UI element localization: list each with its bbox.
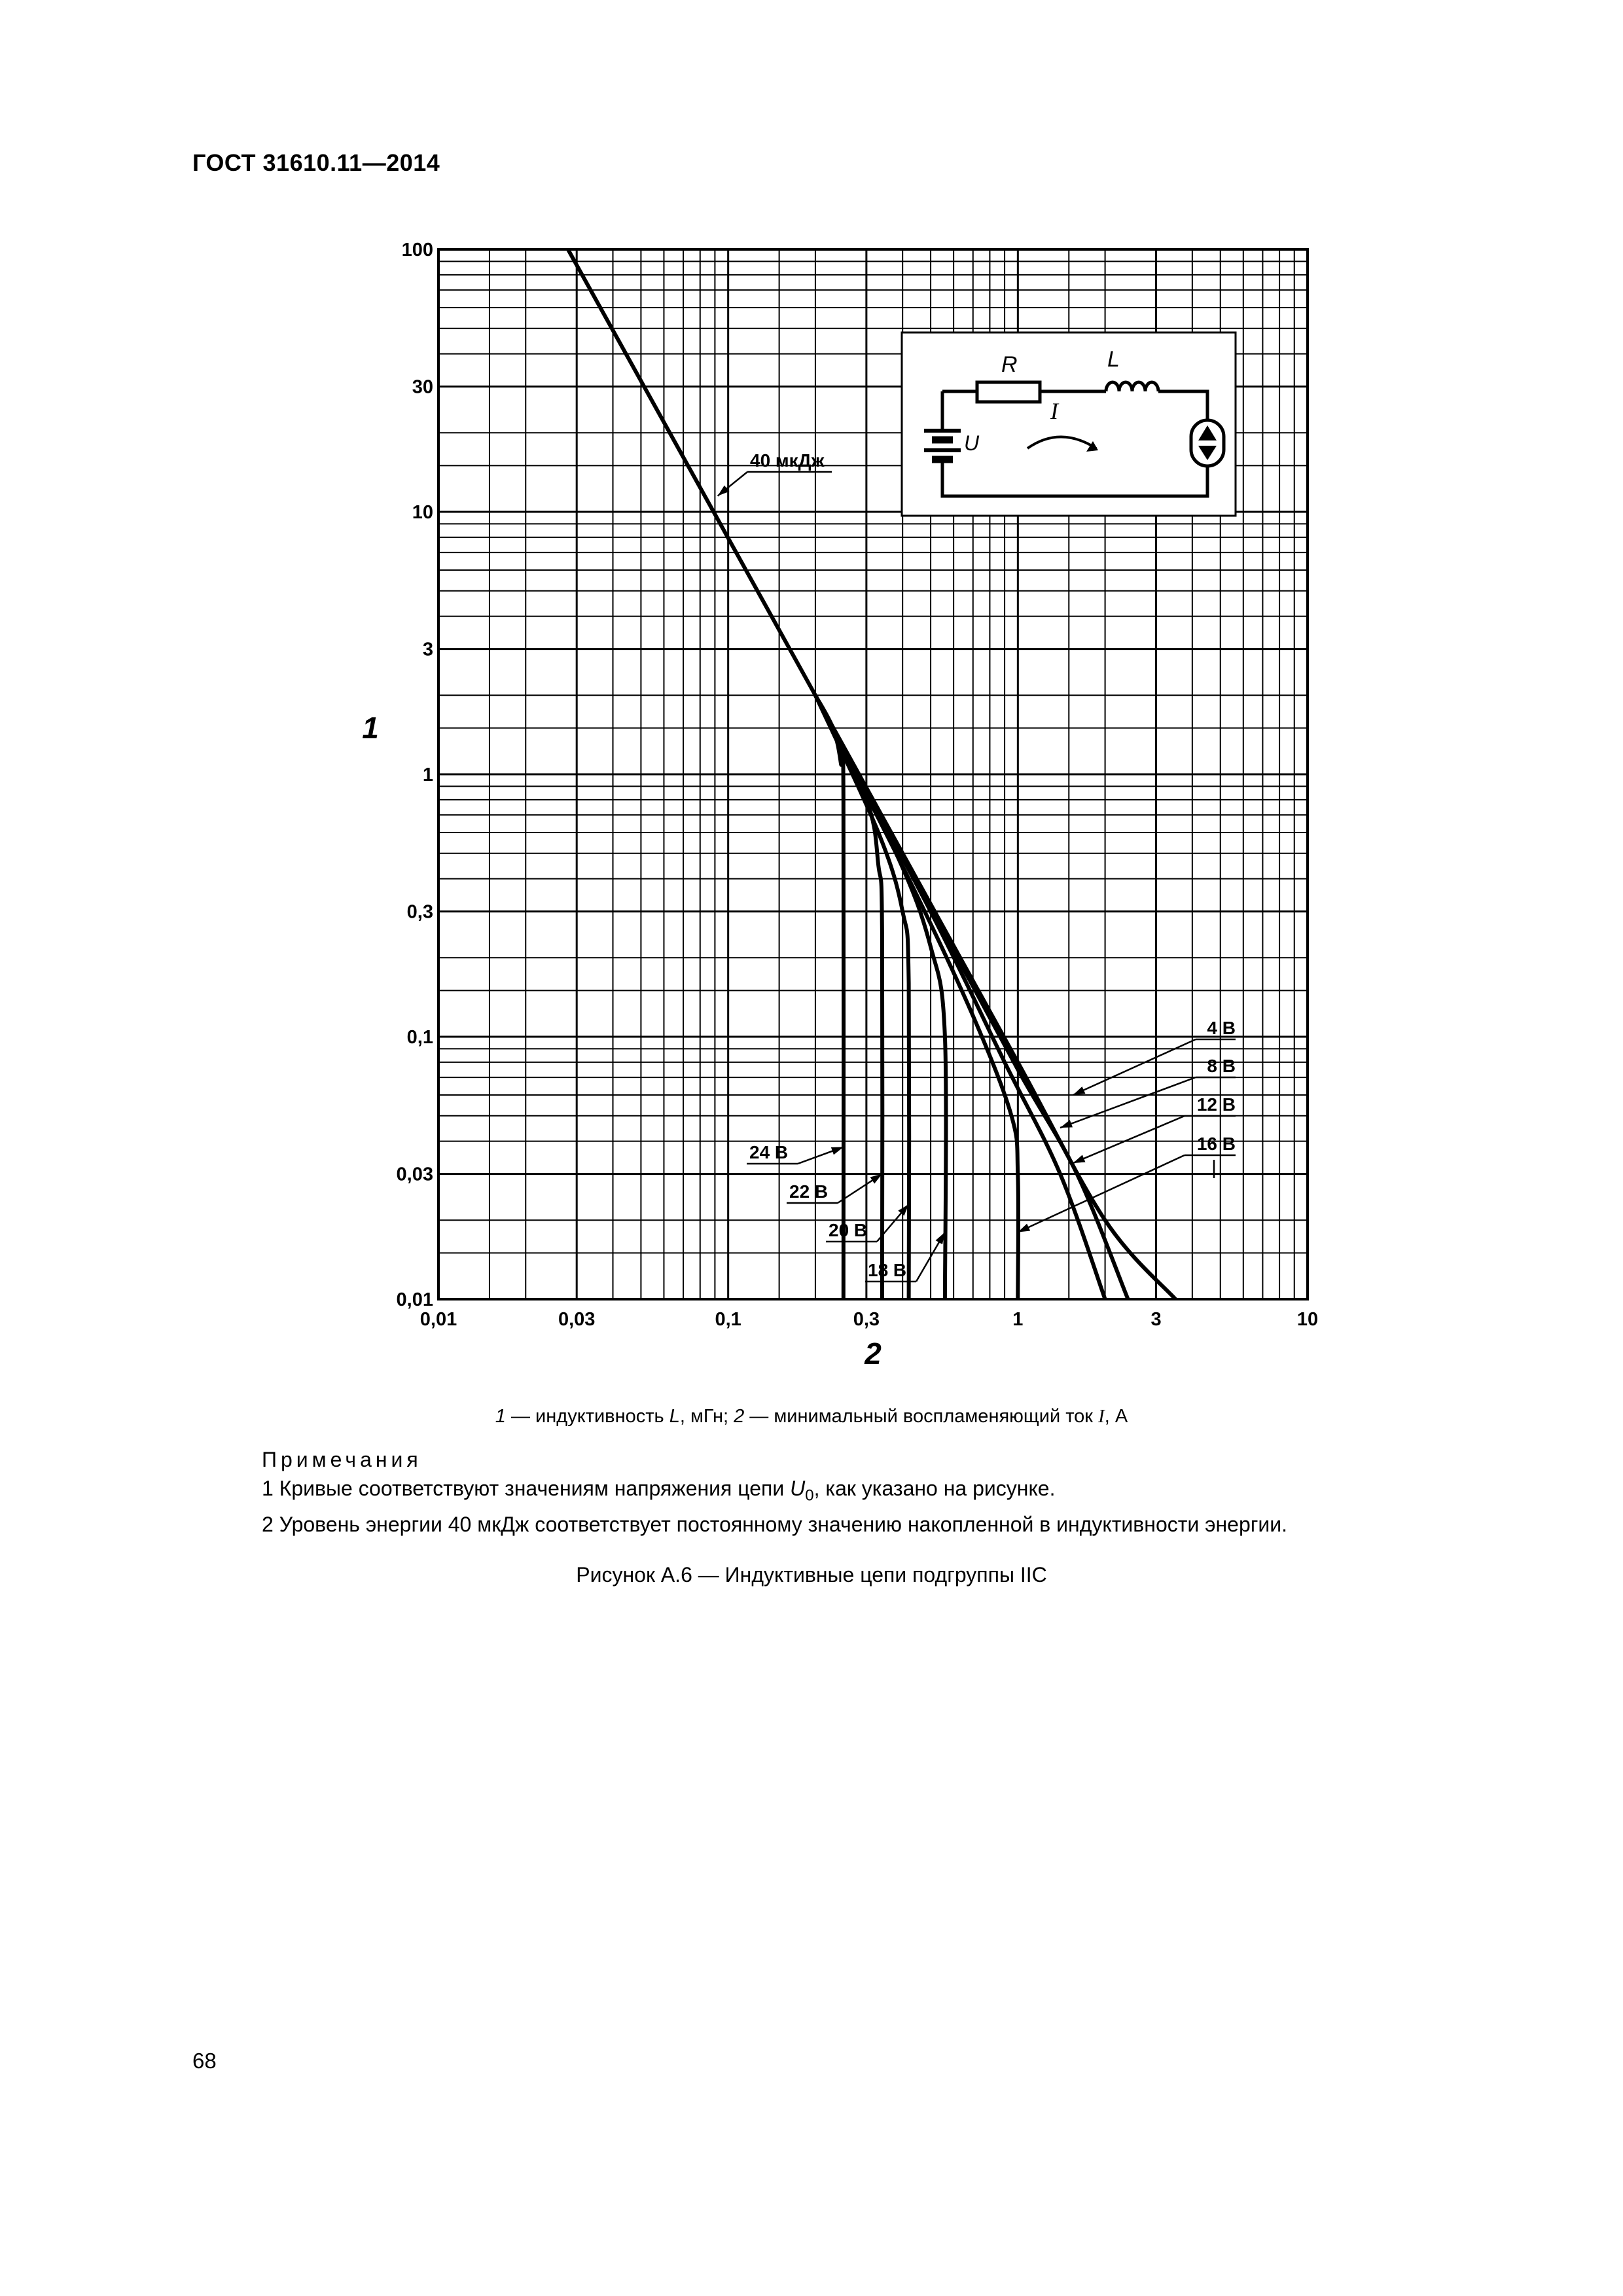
figure-caption: Рисунок А.6 — Индуктивные цепи подгруппы IIC bbox=[576, 1563, 1047, 1587]
series-label-text: 8 В bbox=[1207, 1056, 1236, 1076]
series-label bbox=[826, 1220, 877, 1242]
series-label-text: 24 В bbox=[749, 1142, 789, 1162]
series-callouts bbox=[718, 450, 1236, 1282]
series-label-text: 22 В bbox=[789, 1181, 829, 1202]
legend-num-2: 2 bbox=[734, 1406, 745, 1427]
legend-symbol-l: L bbox=[669, 1406, 680, 1427]
page-number: 68 bbox=[192, 2049, 217, 2073]
series-label-text: 20 В bbox=[829, 1220, 868, 1240]
series-label bbox=[1196, 1056, 1236, 1077]
x-tick-label: 0,03 bbox=[558, 1309, 596, 1330]
y-tick-label: 10 bbox=[412, 502, 433, 523]
note-2: 2 Уровень энергии 40 мкДж соответствует постоянному значению накопленной в индуктивности энергии. bbox=[262, 1513, 1288, 1537]
energy-label-text: 40 мкДж bbox=[750, 450, 825, 471]
legend-text-1: — индуктивность bbox=[505, 1406, 669, 1427]
y-tick-label: 0,01 bbox=[396, 1289, 433, 1310]
series-label bbox=[787, 1181, 838, 1203]
series-label-text: 16 В bbox=[1196, 1134, 1236, 1154]
legend-text-3: — минимальный воспламеняющий ток bbox=[744, 1406, 1099, 1427]
circuit-inset-frame bbox=[902, 332, 1236, 516]
resistor-label: R bbox=[1001, 352, 1018, 377]
y-tick-label: 3 bbox=[422, 639, 433, 660]
x-tick-label: 0,3 bbox=[853, 1309, 880, 1330]
y-axis-label: 1 bbox=[362, 711, 379, 745]
y-tick-label: 0,1 bbox=[406, 1027, 433, 1048]
notes-heading: Примечания bbox=[262, 1448, 422, 1471]
x-axis-label: 2 bbox=[865, 1336, 882, 1371]
y-tick-label: 30 bbox=[412, 376, 433, 398]
document-header: ГОСТ 31610.11—2014 bbox=[192, 149, 440, 176]
notes-block bbox=[262, 1445, 1287, 1539]
series-label-4В-leader bbox=[1073, 1039, 1196, 1095]
resistor-symbol bbox=[977, 382, 1040, 402]
y-tick-label: 0,03 bbox=[396, 1164, 433, 1185]
y-tick-label: 100 bbox=[401, 240, 433, 260]
current-label: I bbox=[1050, 398, 1058, 424]
series-label-8В-arrowhead bbox=[1060, 1120, 1073, 1128]
x-tick-label: 3 bbox=[1150, 1309, 1162, 1330]
series-label-12В-arrowhead bbox=[1073, 1155, 1086, 1164]
inductor-label: L bbox=[1107, 347, 1120, 372]
x-tick-label: 0,1 bbox=[715, 1309, 741, 1330]
series-label-text: 12 В bbox=[1196, 1094, 1236, 1115]
legend-symbol-i: I bbox=[1098, 1406, 1105, 1427]
energy-label bbox=[747, 450, 832, 472]
figure-legend bbox=[0, 1406, 1623, 1427]
y-tick-label: 0,3 bbox=[406, 901, 433, 923]
note-1: 1 Кривые соответствуют значениям напряжения цепи $U_0$, как указано на рисунке. bbox=[262, 1477, 1056, 1505]
circuit-diagram bbox=[902, 332, 1236, 516]
series-label-text: 4 В bbox=[1207, 1018, 1236, 1038]
x-tick-label: 10 bbox=[1296, 1309, 1319, 1330]
series-label-4В-arrowhead bbox=[1073, 1086, 1086, 1095]
legend-text-4: , А bbox=[1104, 1406, 1128, 1427]
voltage-label: U bbox=[964, 431, 980, 455]
y-tick-label: 1 bbox=[422, 764, 433, 785]
legend-text-2: , мГн; bbox=[679, 1406, 734, 1427]
x-tick-label: 0,01 bbox=[419, 1309, 457, 1330]
legend-num-1: 1 bbox=[495, 1406, 506, 1427]
series-label bbox=[747, 1142, 798, 1164]
series-label-text: 18 В bbox=[868, 1260, 907, 1280]
series-label-12В-leader bbox=[1073, 1116, 1185, 1163]
x-tick-label: 1 bbox=[1012, 1309, 1024, 1330]
